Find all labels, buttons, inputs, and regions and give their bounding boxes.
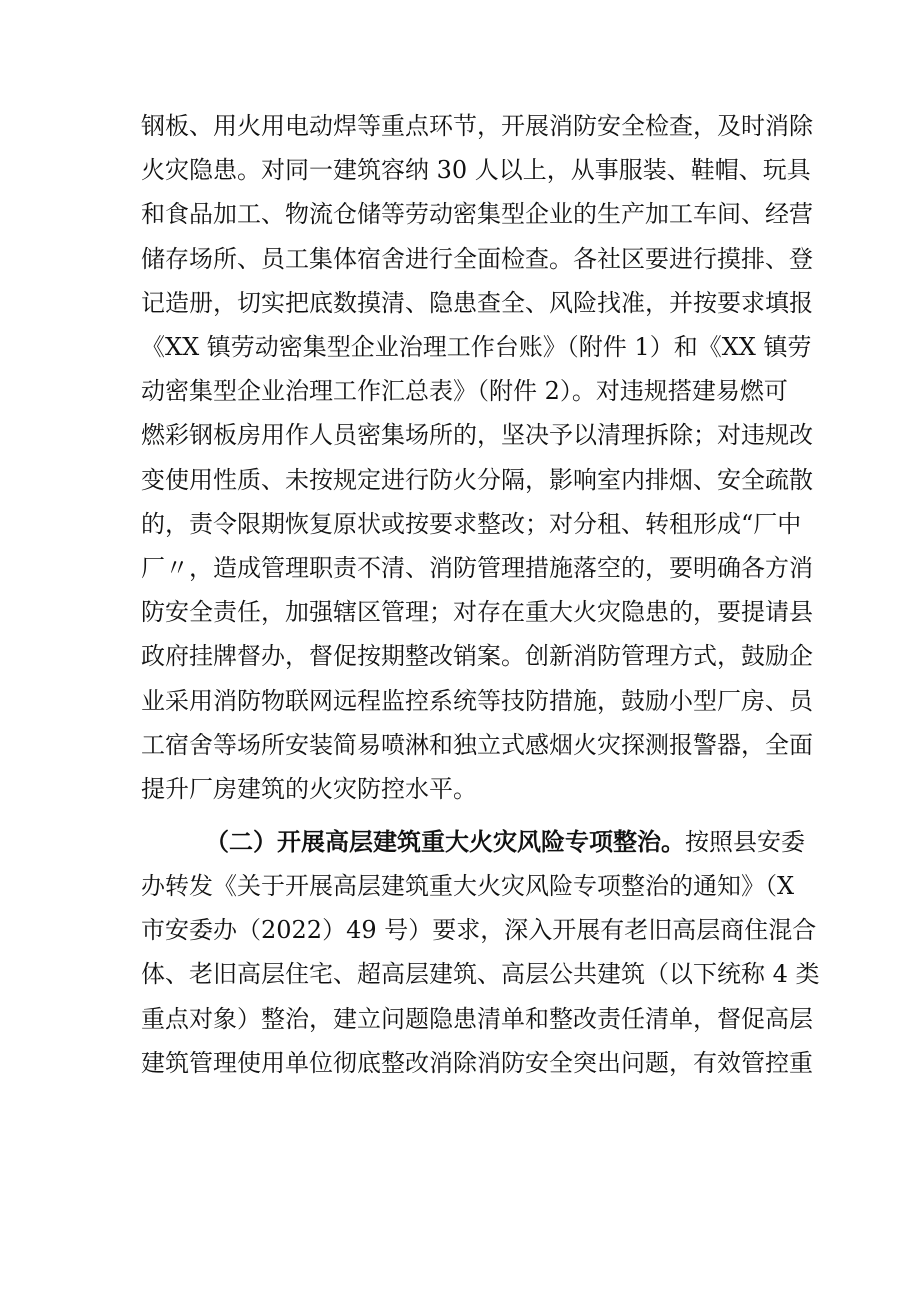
paragraph-line: 的，责令限期恢复原状或按要求整改；对分租、转租形成“厂中 [141, 509, 802, 538]
paragraph-line: 厂〃，造成管理职责不清、消防管理措施落空的，要明确各方消 [141, 554, 813, 582]
paragraph-line: 提升厂房建筑的火灾防控水平。 [141, 775, 477, 803]
paragraph-line: 变使用性质、未按规定进行防火分隔，影响室内排烟、安全疏散 [141, 465, 813, 494]
paragraph-line: 市安委办（2022）49 号）要求，深入开展有老旧高层商住混合 [141, 916, 817, 945]
paragraph-line: 钢板、用火用电动焊等重点环节，开展消防安全检查，及时消除 [141, 112, 813, 140]
paragraph-line: 办转发《关于开展高层建筑重大火灾风险专项整治的通知》（X [141, 872, 795, 900]
section-2-first-line-text: 按照县安委 [685, 828, 805, 856]
paragraph-line: 防安全责任，加强辖区管理；对存在重大火灾隐患的，要提请县 [141, 598, 813, 627]
paragraph-line: 储存场所、员工集体宿舍进行全面检查。各社区要进行摸排、登 [141, 244, 813, 273]
paragraph-line: 火灾隐患。对同一建筑容纳 30 人以上，从事服装、鞋帽、玩具 [141, 156, 811, 185]
paragraph-line: 《XX 镇劳动密集型企业治理工作台账》（附件 1）和《XX 镇劳 [141, 333, 812, 361]
paragraph-line: 建筑管理使用单位彻底整改消除消防安全突出问题，有效管控重 [141, 1048, 813, 1077]
section-2-first-line [205, 824, 805, 860]
paragraph-line: 动密集型企业治理工作汇总表》（附件 2）。对违规搭建易燃可 [141, 377, 788, 406]
paragraph-line: 体、老旧高层住宅、超高层建筑、高层公共建筑（以下统称 4 类 [141, 960, 820, 989]
section-2-heading: （二）开展高层建筑重大火灾风险专项整治。 [205, 828, 685, 856]
paragraph-line: 重点对象）整治，建立问题隐患清单和整改责任清单，督促高层 [141, 1004, 813, 1033]
paragraph-line: 工宿舍等场所安装简易喷淋和独立式感烟火灾探测报警器，全面 [141, 730, 813, 759]
paragraph-line: 记造册，切实把底数摸清、隐患查全、风险找准，并按要求填报 [141, 288, 813, 317]
paragraph-line: 政府挂牌督办，督促按期整改销案。创新消防管理方式，鼓励企 [141, 642, 813, 671]
paragraph-line: 业采用消防物联网远程监控系统等技防措施，鼓励小型厂房、员 [141, 686, 813, 715]
paragraph-line: 和食品加工、物流仓储等劳动密集型企业的生产加工车间、经营 [141, 200, 813, 229]
paragraph-line: 燃彩钢板房用作人员密集场所的，坚决予以清理拆除；对违规改 [141, 421, 813, 450]
